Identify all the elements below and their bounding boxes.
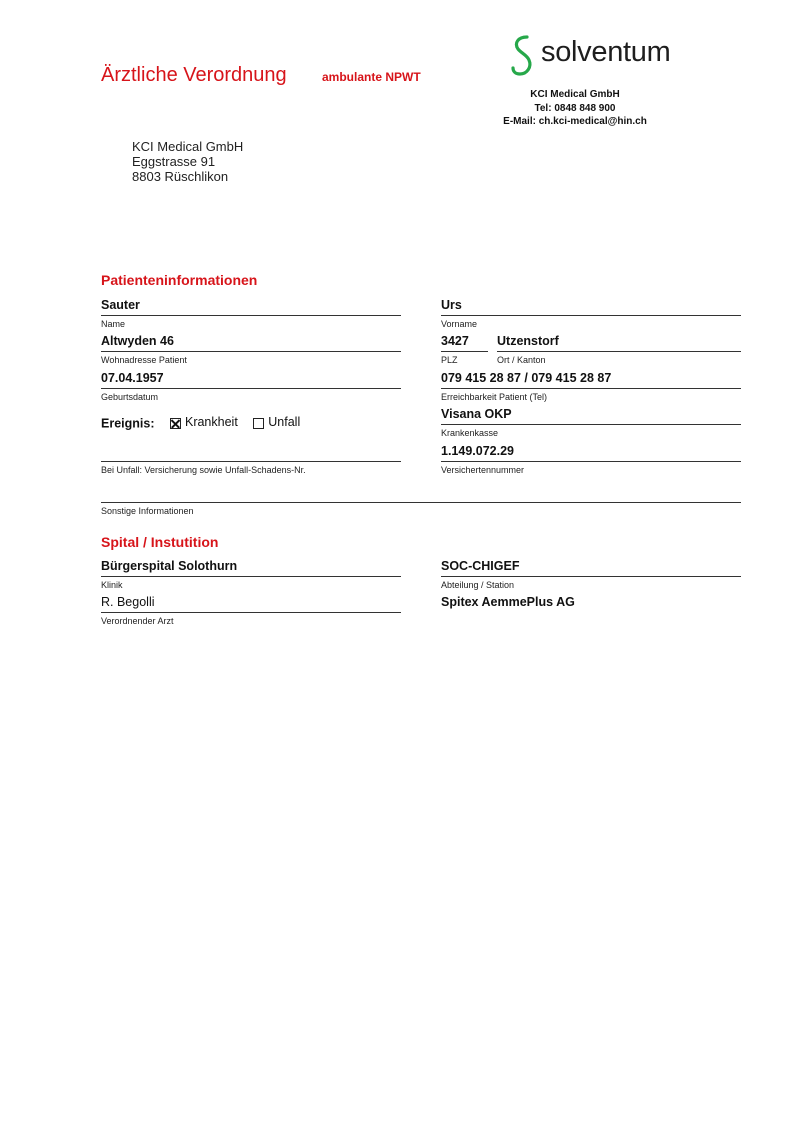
address-line-2: Eggstrasse 91 <box>132 154 216 169</box>
solventum-logo <box>509 34 684 80</box>
address-line-3: 8803 Rüschlikon <box>132 169 229 184</box>
divider <box>441 576 741 577</box>
patient-plz-label: PLZ <box>441 355 458 365</box>
patient-address-label: Wohnadresse Patient <box>101 355 187 365</box>
patient-name-label: Name <box>101 319 126 329</box>
divider <box>441 424 741 425</box>
event-option-label: Unfall <box>268 415 301 429</box>
divider <box>441 351 488 352</box>
divider <box>101 612 401 613</box>
section-title-patient: Patienteninformationen <box>101 272 258 288</box>
divider <box>497 351 741 352</box>
patient-birthdate-label: Geburtsdatum <box>101 392 159 402</box>
contact-email: E-Mail: ch.kci-medical@hin.ch <box>503 116 647 127</box>
divider <box>101 461 401 462</box>
section-title-hospital: Spital / Instutition <box>101 534 219 550</box>
divider <box>441 461 741 462</box>
checkbox-checked-icon[interactable] <box>170 418 181 429</box>
event-label: Ereignis: <box>101 416 155 431</box>
doctor-label: Verordnender Arzt <box>101 616 174 626</box>
patient-insurer-value[interactable]: Visana OKP <box>441 407 512 421</box>
doctor-value[interactable]: R. Begolli <box>101 595 155 609</box>
accident-insurance-label: Bei Unfall: Versicherung sowie Unfall-Schadens-Nr. <box>101 465 306 475</box>
divider <box>441 315 741 316</box>
contact-block <box>470 88 680 129</box>
patient-insurer-label: Krankenkasse <box>441 428 499 438</box>
insurance-number-label: Versichertennummer <box>441 465 525 475</box>
logo-wordmark: solventum <box>541 36 671 68</box>
contact-company: KCI Medical GmbH <box>530 89 620 100</box>
insurance-number-value[interactable]: 1.149.072.29 <box>441 444 514 458</box>
patient-plz-value[interactable]: 3427 <box>441 334 469 348</box>
department-value[interactable]: SOC-CHIGEF <box>441 559 520 573</box>
patient-city-label: Ort / Kanton <box>497 355 546 365</box>
contact-phone: Tel: 0848 848 900 <box>534 102 616 114</box>
address-line-1: KCI Medical GmbH <box>132 139 244 154</box>
document-title: Ärztliche Verordnung <box>101 64 287 86</box>
patient-firstname-value[interactable]: Urs <box>441 298 462 312</box>
event-option-label: Krankheit <box>184 415 238 429</box>
divider <box>101 351 401 352</box>
solventum-logo-icon <box>509 34 539 80</box>
document-subtitle: ambulante NPWT <box>322 70 421 84</box>
spitex-value[interactable]: Spitex AemmePlus AG <box>441 595 575 609</box>
other-info-label: Sonstige Informationen <box>101 506 194 516</box>
event-option-krankheit[interactable] <box>170 415 238 429</box>
department-label: Abteilung / Station <box>441 580 515 590</box>
patient-city-value[interactable]: Utzenstorf <box>497 334 559 348</box>
divider <box>101 388 401 389</box>
patient-phone-label: Erreichbarkeit Patient (Tel) <box>441 392 548 402</box>
recipient-address <box>132 139 243 184</box>
clinic-value[interactable]: Bürgerspital Solothurn <box>101 559 238 573</box>
clinic-label: Klinik <box>101 580 123 590</box>
event-selector <box>101 415 300 431</box>
divider <box>441 388 741 389</box>
patient-phone-value[interactable]: 079 415 28 87 / 079 415 28 87 <box>441 371 612 385</box>
patient-birthdate-value[interactable]: 07.04.1957 <box>101 371 164 385</box>
event-option-unfall[interactable] <box>253 415 300 429</box>
patient-firstname-label: Vorname <box>441 319 478 329</box>
patient-name-value[interactable]: Sauter <box>101 298 140 312</box>
patient-address-value[interactable]: Altwyden 46 <box>101 334 174 348</box>
divider <box>101 502 741 503</box>
divider <box>101 315 401 316</box>
divider <box>101 576 401 577</box>
checkbox-unchecked-icon[interactable] <box>253 418 264 429</box>
